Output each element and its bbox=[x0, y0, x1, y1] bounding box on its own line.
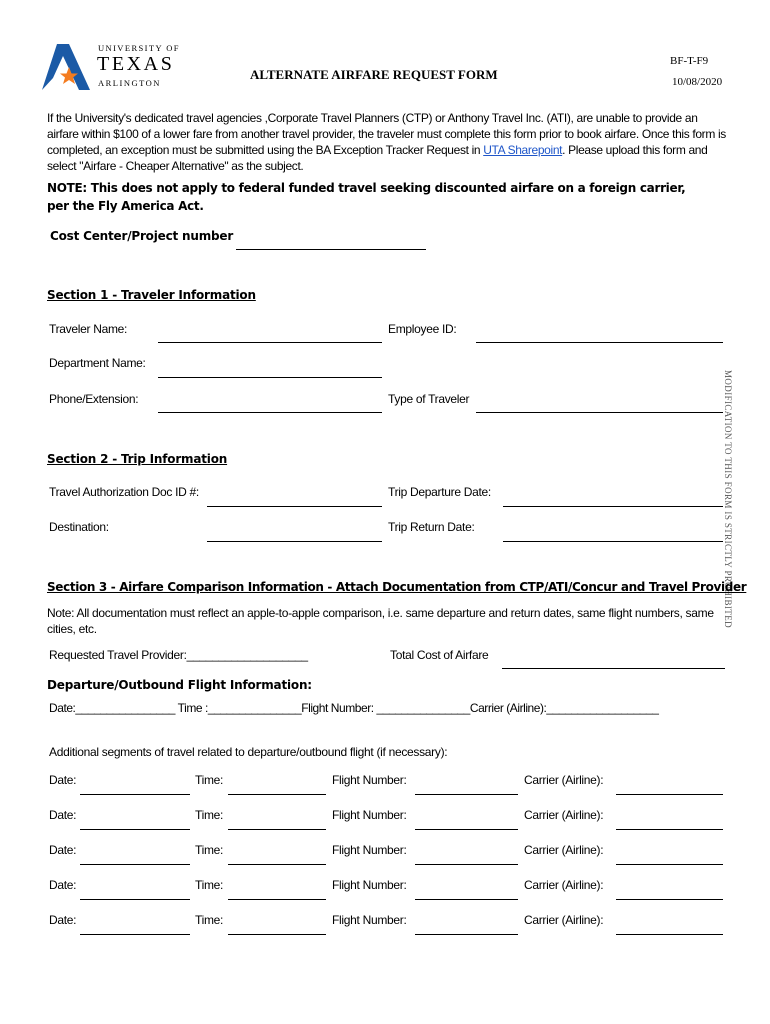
segment-date-label: Date: bbox=[49, 808, 77, 822]
uta-sharepoint-link[interactable]: UTA Sharepoint bbox=[483, 143, 563, 157]
employee-id-field[interactable] bbox=[476, 342, 723, 343]
segment-flight-field[interactable] bbox=[415, 829, 518, 830]
section1-title: Section 1 - Traveler Information bbox=[47, 288, 256, 302]
segment-date-label: Date: bbox=[49, 878, 77, 892]
uta-logo bbox=[42, 44, 182, 90]
logo-arlington: ARLINGTON bbox=[98, 78, 161, 88]
cost-center-label: Cost Center/Project number bbox=[50, 229, 234, 243]
department-name-field[interactable] bbox=[158, 377, 382, 378]
segment-date-field[interactable] bbox=[80, 794, 190, 795]
segment-flight-field[interactable] bbox=[415, 794, 518, 795]
segment-flight-field[interactable] bbox=[415, 864, 518, 865]
segment-date-label: Date: bbox=[49, 773, 77, 787]
destination-label: Destination: bbox=[49, 520, 109, 534]
return-date-field[interactable] bbox=[503, 541, 723, 542]
logo-texas: TEXAS bbox=[97, 53, 175, 75]
segment-carrier-label: Carrier (Airline): bbox=[524, 773, 604, 787]
logo-university-of: UNIVERSITY OF bbox=[98, 43, 180, 53]
segment-time-label: Time: bbox=[195, 878, 224, 892]
return-date-label: Trip Return Date: bbox=[388, 520, 475, 534]
segment-time-field[interactable] bbox=[228, 829, 326, 830]
segment-carrier-label: Carrier (Airline): bbox=[524, 843, 604, 857]
segment-time-field[interactable] bbox=[228, 864, 326, 865]
segment-date-label: Date: bbox=[49, 843, 77, 857]
segment-date-field[interactable] bbox=[80, 899, 190, 900]
segment-carrier-label: Carrier (Airline): bbox=[524, 913, 604, 927]
segment-date-field[interactable] bbox=[80, 864, 190, 865]
traveler-name-field[interactable] bbox=[158, 342, 382, 343]
employee-id-label: Employee ID: bbox=[388, 322, 457, 336]
type-of-traveler-label: Type of Traveler bbox=[388, 392, 470, 406]
segment-date-field[interactable] bbox=[80, 934, 190, 935]
segment-carrier-field[interactable] bbox=[616, 934, 723, 935]
segment-flight-field[interactable] bbox=[415, 899, 518, 900]
intro-text: If the University's dedicated travel agencies ,Corporate Travel Planners (CTP) or Anthony Travel Inc. (ATI), are unable to provide an airfare within $100 of a lower fare from another travel provider, the traveler must complete this form prior to book airfare. Once this form is completed, an exception must be submitted using the BA Exception Tracker Request in bbox=[47, 111, 726, 157]
segment-carrier-label: Carrier (Airline): bbox=[524, 878, 604, 892]
segment-flight-field[interactable] bbox=[415, 934, 518, 935]
segment-carrier-label: Carrier (Airline): bbox=[524, 808, 604, 822]
segment-flight-label: Flight Number: bbox=[332, 773, 407, 787]
segment-flight-label: Flight Number: bbox=[332, 808, 407, 822]
total-cost-label: Total Cost of Airfare bbox=[390, 648, 489, 662]
total-cost-field[interactable] bbox=[502, 668, 725, 669]
segment-carrier-field[interactable] bbox=[616, 829, 723, 830]
section3-title: Section 3 - Airfare Comparison Information - Attach Documentation from CTP/ATI/Concur and Travel Provider bbox=[47, 580, 747, 594]
section3-note: Note: All documentation must reflect an apple-to-apple comparison, i.e. same departure and return dates, same flight numbers, same cities, etc. bbox=[47, 606, 714, 636]
uta-a-star-icon bbox=[42, 44, 90, 90]
type-of-traveler-field[interactable] bbox=[476, 412, 723, 413]
side-prohibition-text: MODIFICATION TO THIS FORM IS STRICTLY PROHIBITED bbox=[723, 370, 733, 628]
form-date: 10/08/2020 bbox=[672, 76, 723, 88]
cost-center-field[interactable] bbox=[236, 249, 426, 250]
segment-time-label: Time: bbox=[195, 773, 224, 787]
segment-carrier-field[interactable] bbox=[616, 864, 723, 865]
phone-field[interactable] bbox=[158, 412, 382, 413]
segment-time-field[interactable] bbox=[228, 899, 326, 900]
ta-doc-label: Travel Authorization Doc ID #: bbox=[49, 485, 199, 499]
federal-note: NOTE: This does not apply to federal funded travel seeking discounted airfare on a foreign carrier, per the Fly America Act. bbox=[47, 181, 686, 213]
section2-title: Section 2 - Trip Information bbox=[47, 452, 228, 466]
intro-paragraph bbox=[47, 110, 727, 174]
segment-carrier-field[interactable] bbox=[616, 794, 723, 795]
segment-flight-label: Flight Number: bbox=[332, 843, 407, 857]
form-code: BF-T-F9 bbox=[670, 55, 709, 67]
segment-carrier-field[interactable] bbox=[616, 899, 723, 900]
departure-date-label: Trip Departure Date: bbox=[388, 485, 491, 499]
form-title: ALTERNATE AIRFARE REQUEST FORM bbox=[250, 67, 498, 82]
traveler-name-label: Traveler Name: bbox=[49, 322, 128, 336]
department-name-label: Department Name: bbox=[49, 356, 146, 370]
segment-time-label: Time: bbox=[195, 808, 224, 822]
segment-date-field[interactable] bbox=[80, 829, 190, 830]
requested-provider-label[interactable]: Requested Travel Provider:___________________ bbox=[49, 648, 308, 662]
outbound-title: Departure/Outbound Flight Information: bbox=[47, 678, 312, 692]
segment-flight-label: Flight Number: bbox=[332, 878, 407, 892]
ta-doc-field[interactable] bbox=[207, 506, 382, 507]
segment-time-field[interactable] bbox=[228, 934, 326, 935]
phone-label: Phone/Extension: bbox=[49, 392, 139, 406]
additional-segments-label: Additional segments of travel related to departure/outbound flight (if necessary): bbox=[49, 745, 448, 759]
intro-text-end: . Please upload this form and select "Airfare - Cheaper Alternative" as the subject. bbox=[47, 143, 708, 173]
segment-time-field[interactable] bbox=[228, 794, 326, 795]
outbound-flight-line[interactable]: Date:________________ Time :_______________Flight Number: _______________Carrier (Airline):__________________ bbox=[49, 701, 659, 715]
departure-date-field[interactable] bbox=[503, 506, 723, 507]
segment-time-label: Time: bbox=[195, 843, 224, 857]
segment-flight-label: Flight Number: bbox=[332, 913, 407, 927]
segment-time-label: Time: bbox=[195, 913, 224, 927]
destination-field[interactable] bbox=[207, 541, 382, 542]
segment-date-label: Date: bbox=[49, 913, 77, 927]
